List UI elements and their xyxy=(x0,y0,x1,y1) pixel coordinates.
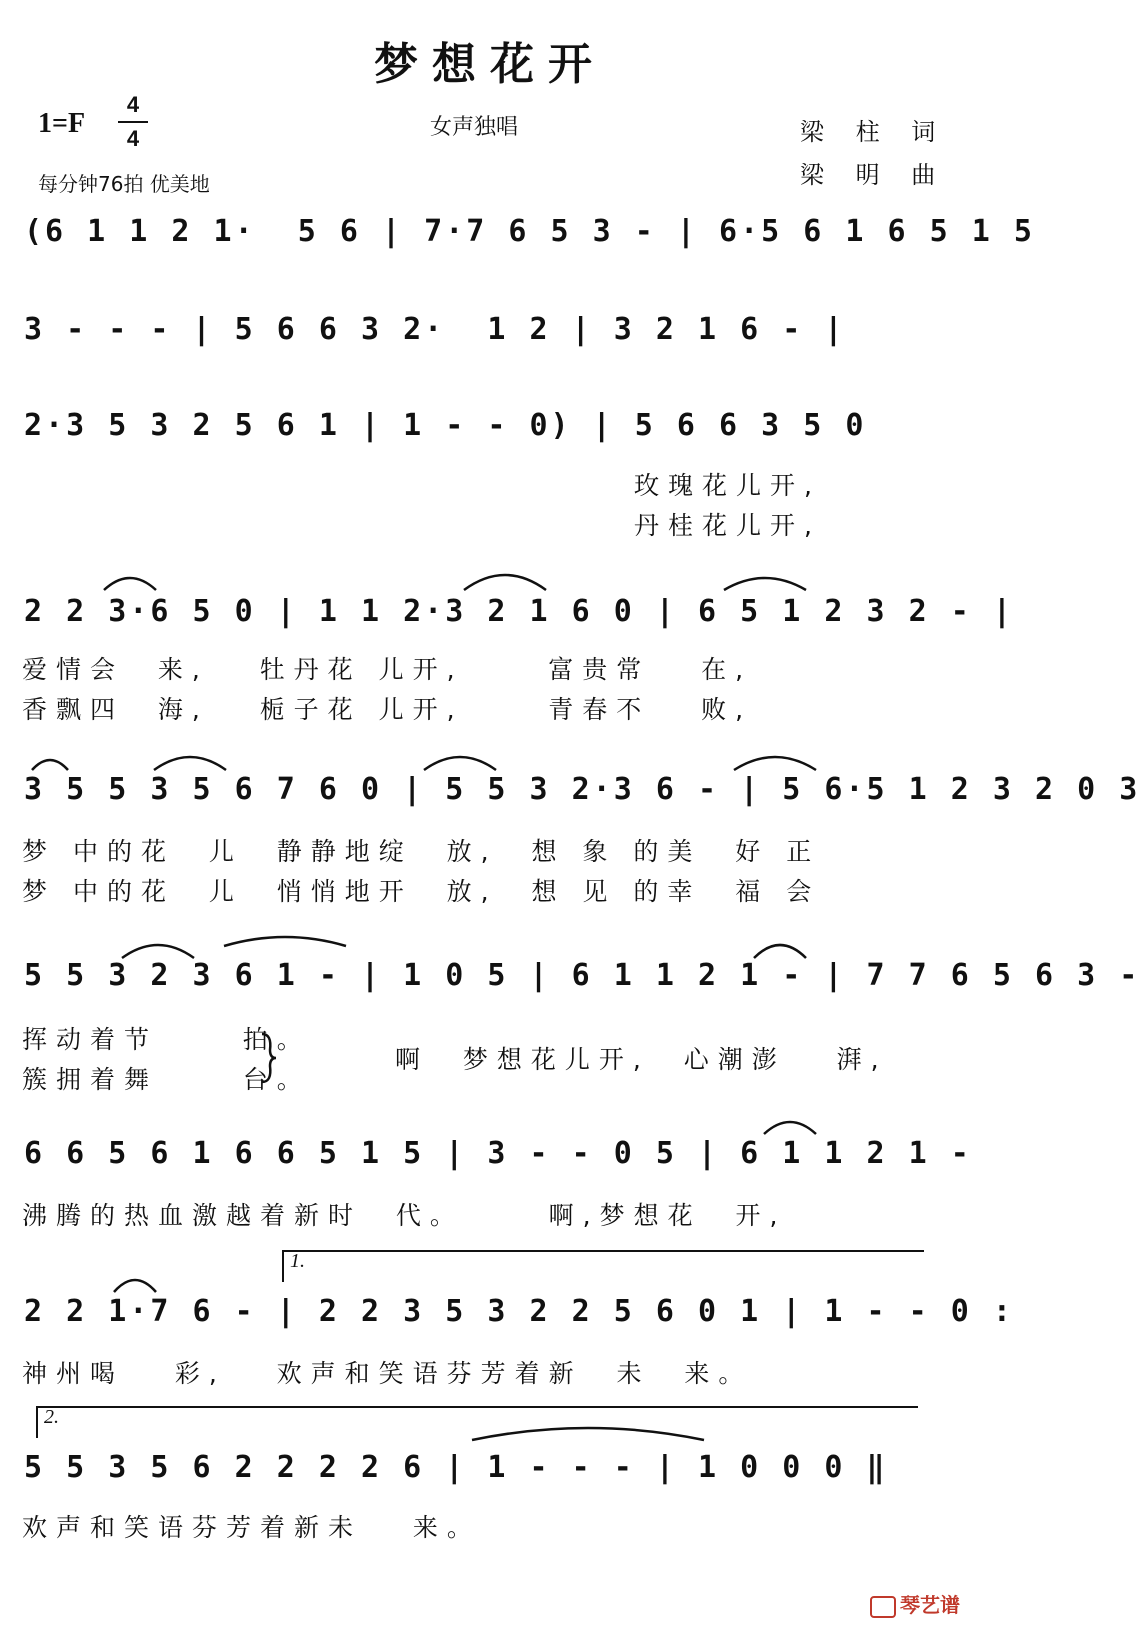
first-ending-bracket xyxy=(282,1250,924,1282)
brace-mark xyxy=(258,1030,278,1086)
song-title: 梦想花开 xyxy=(374,39,606,90)
notation-line: 3 - - - | 5 6 6 3 2· 1 2 | 3 2 1 6 - | xyxy=(24,312,846,347)
lyric-verse-1: 梦 中的花 儿 静静地绽 放, 想 象 的美 好 正 xyxy=(22,837,821,866)
lyric-verse-2: 梦 中的花 儿 悄悄地开 放, 想 见 的幸 福 会 xyxy=(22,877,821,906)
lyric-verse-2: 簇拥着舞 台。 xyxy=(22,1065,311,1094)
notation-line: 5 5 3 5 6 2 2 2 2 6 | 1 - - - | 1 0 0 0 ‖ xyxy=(24,1450,888,1485)
lyric-verse-2: 香飘四 海, 栀子花 儿开, 青春不 败, xyxy=(22,695,753,724)
slur-mark xyxy=(118,936,198,962)
score-line-1 xyxy=(0,202,1035,262)
time-signature-bottom: 4 xyxy=(126,126,140,151)
score-line-2 xyxy=(0,300,980,360)
notation-line: 3 5 5 3 5 6 7 6 0 | 5 5 3 2·3 6 - | 5 6·5 1 2 3 2 0 3 xyxy=(24,772,1140,807)
chorus-lyric: 啊 梦想花儿开, 心潮澎 湃, xyxy=(395,1045,888,1074)
slur-mark xyxy=(460,566,550,594)
genre-label: 女声独唱 xyxy=(430,115,519,140)
score-line-9 xyxy=(0,1438,980,1498)
first-ending-label: 1. xyxy=(290,1250,305,1272)
lyric-verse-1: 神州喝 彩, 欢声和笑语芬芳着新 未 来。 xyxy=(22,1359,753,1388)
time-signature-bar xyxy=(118,121,148,123)
notation-line: 2 2 1·7 6 - | 2 2 3 5 3 2 2 5 6 0 1 | 1 - - 0 : xyxy=(24,1294,1014,1329)
slur-mark xyxy=(150,748,230,774)
key-signature: 1=F xyxy=(38,108,86,139)
logo-icon xyxy=(870,1596,896,1618)
composer-credit: 梁 明 曲 xyxy=(800,161,948,189)
watermark-text: 琴艺谱 xyxy=(900,1593,960,1617)
slur-mark xyxy=(750,936,810,962)
notation-line: 2·3 5 3 2 5 6 1 | 1 - - 0) | 5 6 6 3 5 0 xyxy=(24,408,867,443)
tempo-marking: 每分钟76拍 优美地 xyxy=(38,172,210,196)
notation-line: (6 1 1 2 1· 5 6 | 7·7 6 5 3 - | 6·5 6 1 6 5 1 5 xyxy=(24,214,1035,249)
time-signature-top: 4 xyxy=(126,92,140,117)
lyric-verse-1: 欢声和笑语芬芳着新未 来。 xyxy=(22,1513,481,1542)
slur-mark xyxy=(100,570,160,594)
slur-mark xyxy=(468,1420,708,1444)
slur-mark xyxy=(420,748,500,774)
notation-line: 5 5 3 2 3 6 1 - | 1 0 5 | 6 1 1 2 1 - | 7 7 6 5 6 3 - xyxy=(24,958,1140,993)
slur-mark xyxy=(220,928,350,950)
score-line-3 xyxy=(0,396,980,456)
lyric-verse-1: 玫瑰花儿开, xyxy=(634,471,821,500)
notation-line: 6 6 5 6 1 6 6 5 1 5 | 3 - - 0 5 | 6 1 1 2 1 - xyxy=(24,1136,972,1171)
slur-mark xyxy=(720,570,810,594)
lyric-verse-1: 挥动着节 拍。 xyxy=(22,1025,311,1054)
slur-mark xyxy=(760,1114,820,1138)
score-line-7 xyxy=(0,1124,980,1184)
watermark-logo xyxy=(870,1589,960,1618)
second-ending-label: 2. xyxy=(44,1406,59,1428)
lyric-verse-1: 爱情会 来, 牡丹花 儿开, 富贵常 在, xyxy=(22,655,753,684)
time-signature xyxy=(118,92,148,152)
lyric-verse-2: 丹桂花儿开, xyxy=(634,511,821,540)
slur-mark xyxy=(730,748,820,774)
slur-mark xyxy=(28,752,72,774)
slur-mark xyxy=(110,1272,160,1296)
lyric-verse-1: 沸腾的热血激越着新时 代。 啊,梦想花 开, xyxy=(22,1201,787,1230)
notation-line: 2 2 3·6 5 0 | 1 1 2·3 2 1 6 0 | 6 5 1 2 3 2 - | xyxy=(24,594,1014,629)
lyricist-credit: 梁 柱 词 xyxy=(800,118,948,146)
